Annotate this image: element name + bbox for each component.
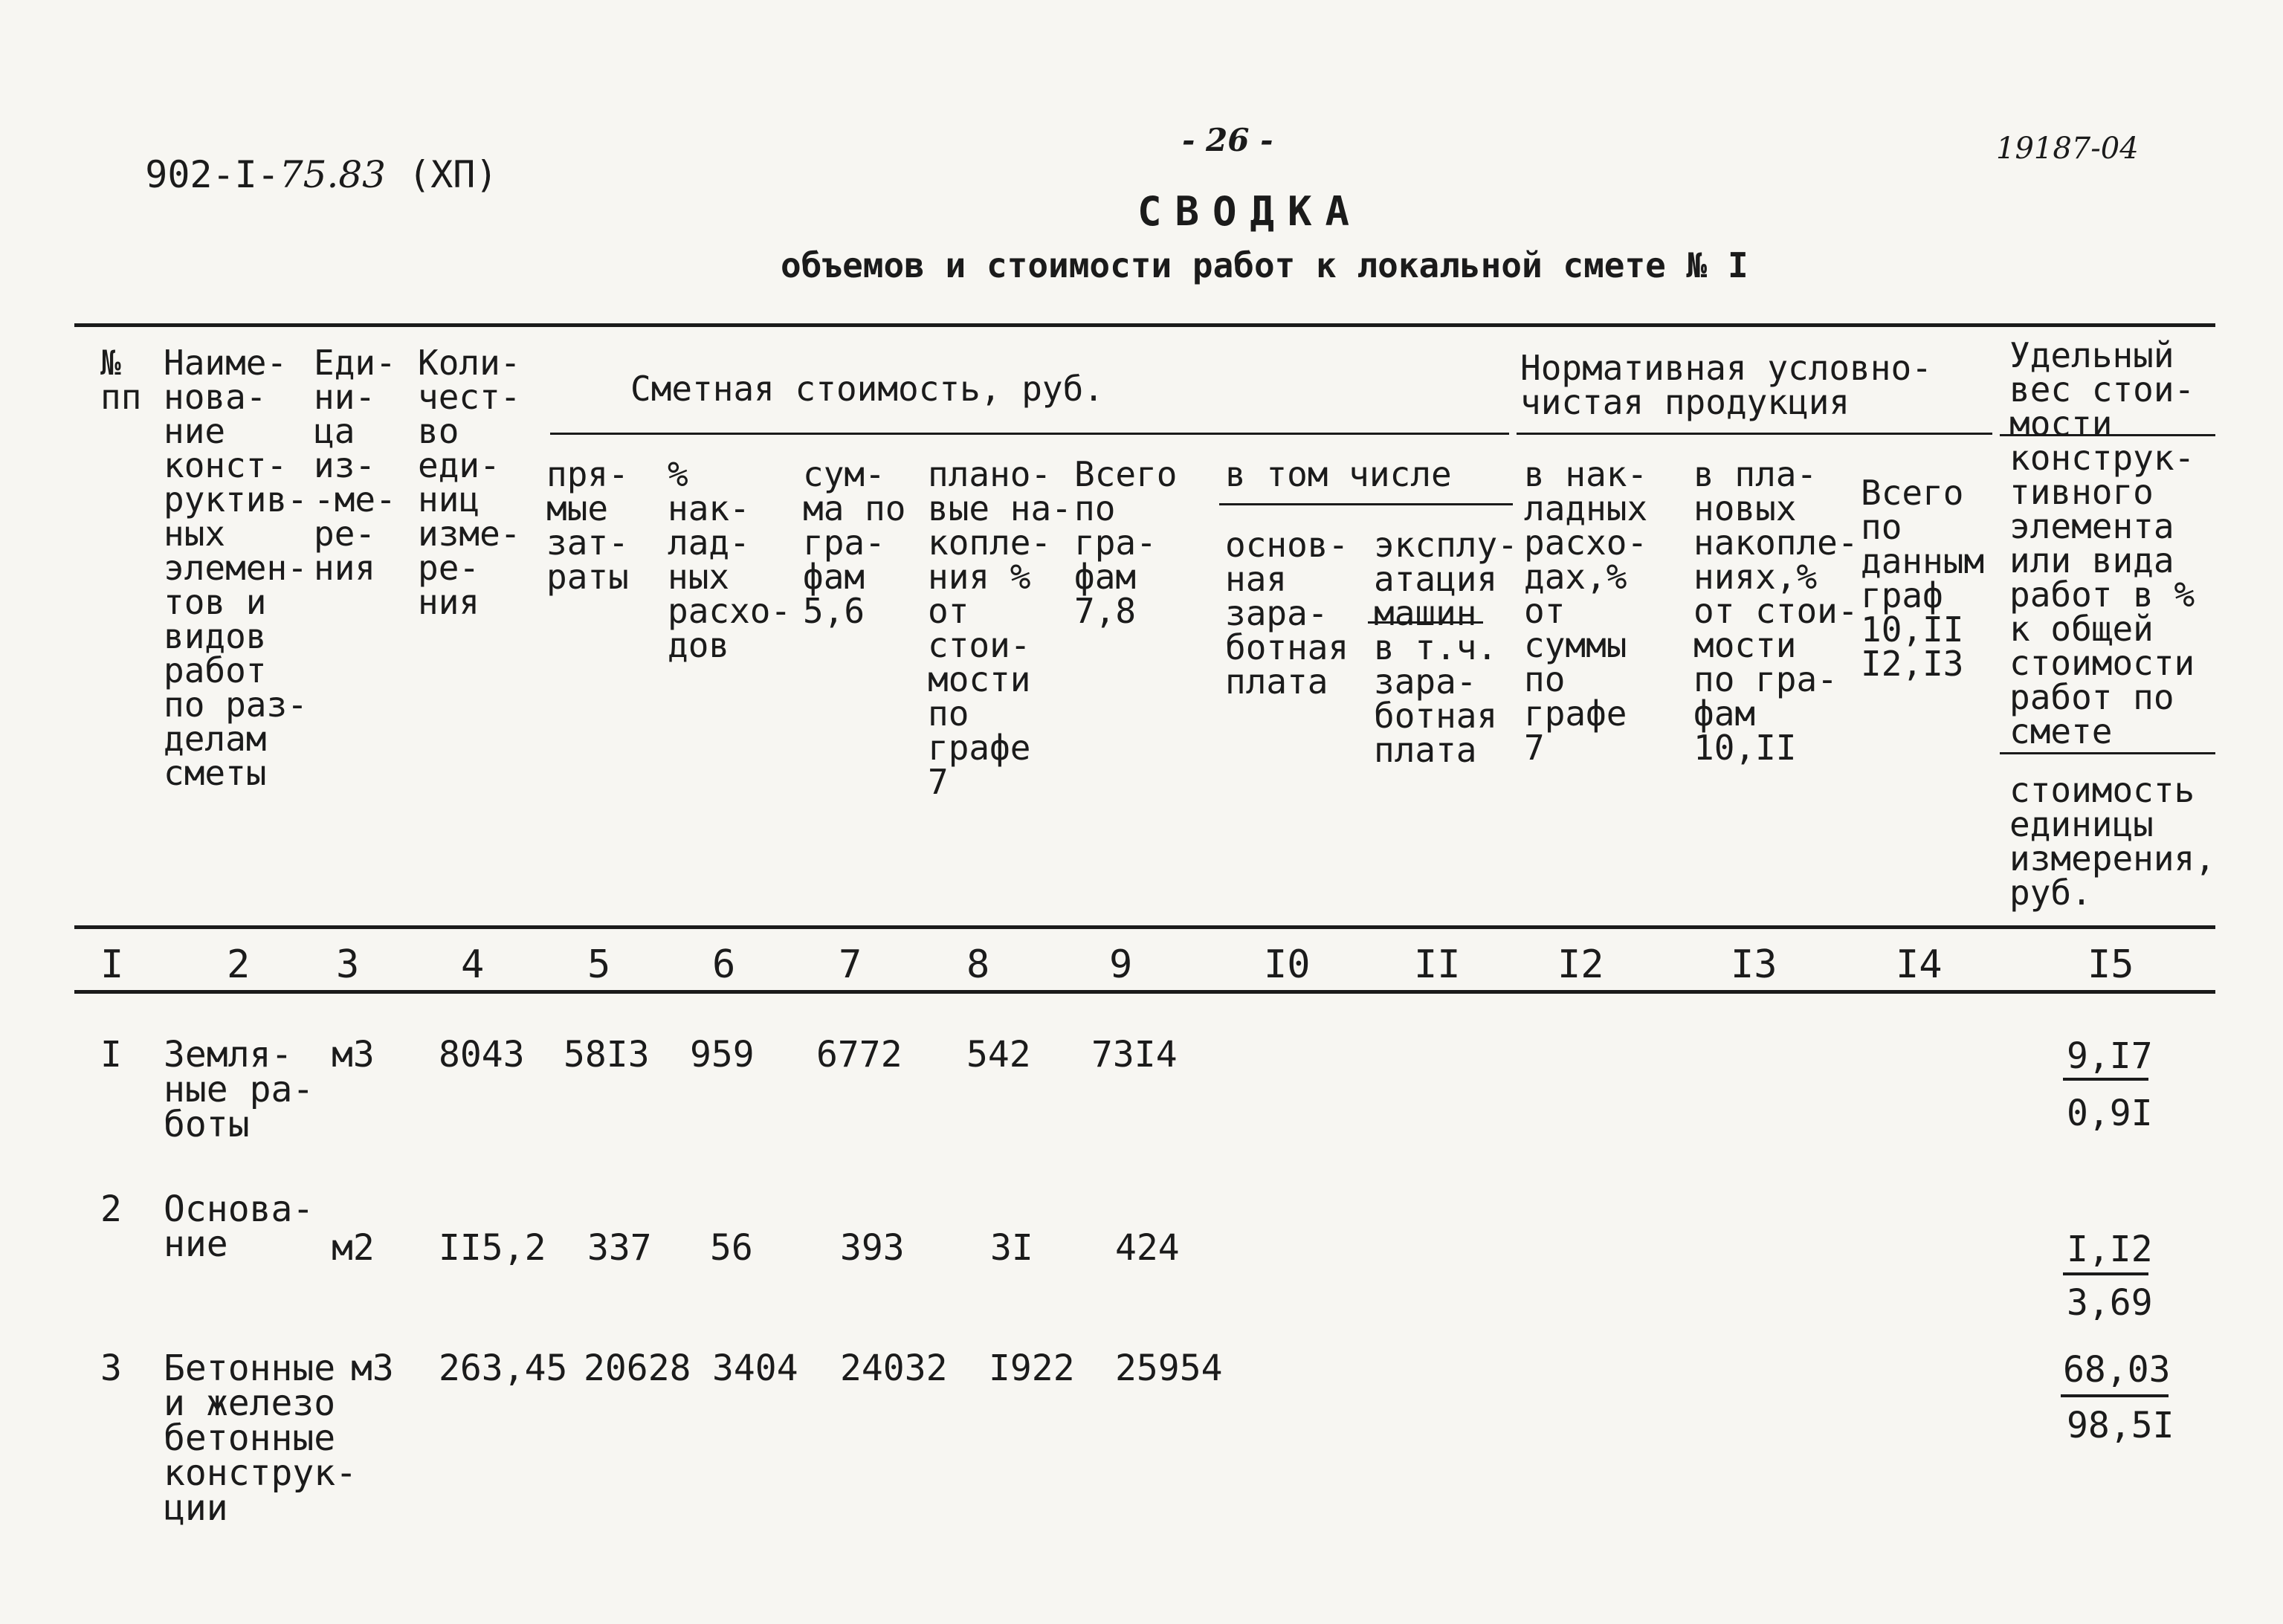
row-quantity: 263,45 [439, 1348, 568, 1389]
table-top-rule [74, 323, 2215, 327]
incl-group-rule [1219, 503, 1513, 505]
row-sum: 6772 [816, 1034, 902, 1075]
fraction-line [2063, 1272, 2148, 1275]
header-col-1: № пп [100, 343, 142, 417]
fraction-line [2063, 1078, 2148, 1081]
col-number: 8 [966, 942, 990, 987]
col-number: 4 [461, 942, 485, 987]
row-total: 25954 [1115, 1348, 1223, 1389]
row-unit: м3 [351, 1348, 394, 1389]
header-col-14: Всего по данным граф 10,II I2,I3 [1861, 473, 1985, 684]
row-direct-costs: 58I3 [564, 1034, 650, 1075]
row-direct-costs: 20628 [584, 1348, 691, 1389]
header-col-4: Коли- чест- во еди- ниц изме- ре- ния [418, 343, 521, 622]
row-overhead: 3404 [712, 1348, 798, 1389]
c15-split-rule [2000, 752, 2215, 754]
row-quantity: 8043 [439, 1034, 525, 1075]
row-unit-cost: 0,9I [2067, 1093, 2153, 1134]
col-number: 5 [587, 942, 611, 987]
document-code [100, 119, 498, 196]
header-col-10: основ- ная зара- ботная плата [1225, 525, 1349, 702]
row-name: Основа- ние [164, 1188, 314, 1265]
col-number: I3 [1731, 942, 1777, 987]
row-number: I [100, 1034, 122, 1075]
page-subtitle: объемов и стоимости работ к локальной смете № I [781, 245, 1748, 285]
header-bottom-rule [74, 925, 2215, 929]
row-quantity: II5,2 [439, 1227, 546, 1269]
row-sum: 393 [840, 1227, 905, 1269]
row-overhead: 56 [710, 1227, 753, 1269]
row-share: I,I2 [2067, 1229, 2153, 1270]
col-number: I0 [1264, 942, 1311, 987]
row-name: Бетонные и железо бетонные конструк- ции [164, 1348, 358, 1529]
page-number: - 26 - [1182, 122, 1273, 158]
col-number: 2 [227, 942, 251, 987]
col-number: I4 [1896, 942, 1943, 987]
row-unit-cost: 3,69 [2067, 1282, 2153, 1324]
header-col-2: Наиме- нова- ние конст- руктив- ных элемен- тов и видов работ по раз- делам сметы [164, 343, 308, 793]
norm-group-rule [1517, 433, 1992, 435]
row-sum: 24032 [840, 1348, 948, 1389]
row-unit-cost: 98,5I [2067, 1405, 2174, 1446]
header-col-6: % нак- лад- ных расхо- дов [668, 454, 792, 665]
header-col-15-bottom: стоимость единицы измерения, руб. [2009, 770, 2215, 913]
header-col-9: Всего по гра- фам 7,8 [1074, 454, 1178, 631]
col-number: 3 [336, 942, 360, 987]
col-number: I5 [2087, 942, 2134, 987]
col-number: 9 [1109, 942, 1133, 987]
row-total: 73I4 [1091, 1034, 1178, 1075]
row-total: 424 [1115, 1227, 1180, 1269]
header-col-8: плано- вые на- копле- ния % от стои- мости по графе 7 [928, 454, 1072, 802]
row-share: 68,03 [2063, 1349, 2171, 1391]
document-code-handwritten: 75.83 [279, 153, 386, 196]
header-col-11: эксплу- атация машин в т.ч. зара- ботная плата [1374, 525, 1518, 770]
header-group-cost: Сметная стоимость, руб. [630, 369, 1104, 409]
page-title: СВОДКА [1137, 188, 1363, 235]
header-group-norm: Нормативная условно- чистая продукция [1520, 348, 1932, 422]
row-overhead: 959 [690, 1034, 755, 1075]
row-unit: м2 [332, 1227, 375, 1269]
row-number: 3 [100, 1348, 122, 1389]
row-direct-costs: 337 [587, 1227, 652, 1269]
col-number: 7 [839, 942, 862, 987]
col-number: I [100, 942, 124, 987]
row-unit: м3 [332, 1034, 375, 1075]
row-number: 2 [100, 1188, 122, 1230]
row-share: 9,I7 [2067, 1035, 2153, 1077]
fraction-line [2061, 1394, 2169, 1397]
col-number: I2 [1557, 942, 1604, 987]
header-group-included: в том числе [1225, 454, 1452, 494]
document-code-prefix: 902-I- [145, 153, 280, 196]
archive-stamp: 19187-04 [1996, 132, 2139, 166]
col-number: II [1414, 942, 1461, 987]
header-col-5: пря- мые зат- раты [546, 454, 629, 597]
col-number: 6 [712, 942, 736, 987]
row-planned-savings: I922 [989, 1348, 1075, 1389]
header-col-15-top: Удельный вес стои- мости конструк- тивного элемента или вида работ в % к общей стоимости работ по смете [2009, 335, 2195, 751]
header-col-3: Еди- ни- ца из- -ме- ре- ния [314, 343, 396, 588]
row-name: Земля- ные ра- боты [164, 1034, 314, 1145]
column-numbers-rule [74, 990, 2215, 994]
header-col-7: сум- ма по гра- фам 5,6 [803, 454, 906, 631]
document-code-suffix: (XП) [408, 153, 498, 196]
header-col-12: в нак- ладных расхо- дах,% от суммы по графе 7 [1524, 454, 1648, 768]
cost-group-rule [550, 433, 1509, 435]
header-col-13: в пла- новых накопле- ниях,% от стои- мости по гра- фам 10,II [1693, 454, 1859, 768]
row-planned-savings: 542 [966, 1034, 1031, 1075]
row-planned-savings: 3I [990, 1227, 1033, 1269]
